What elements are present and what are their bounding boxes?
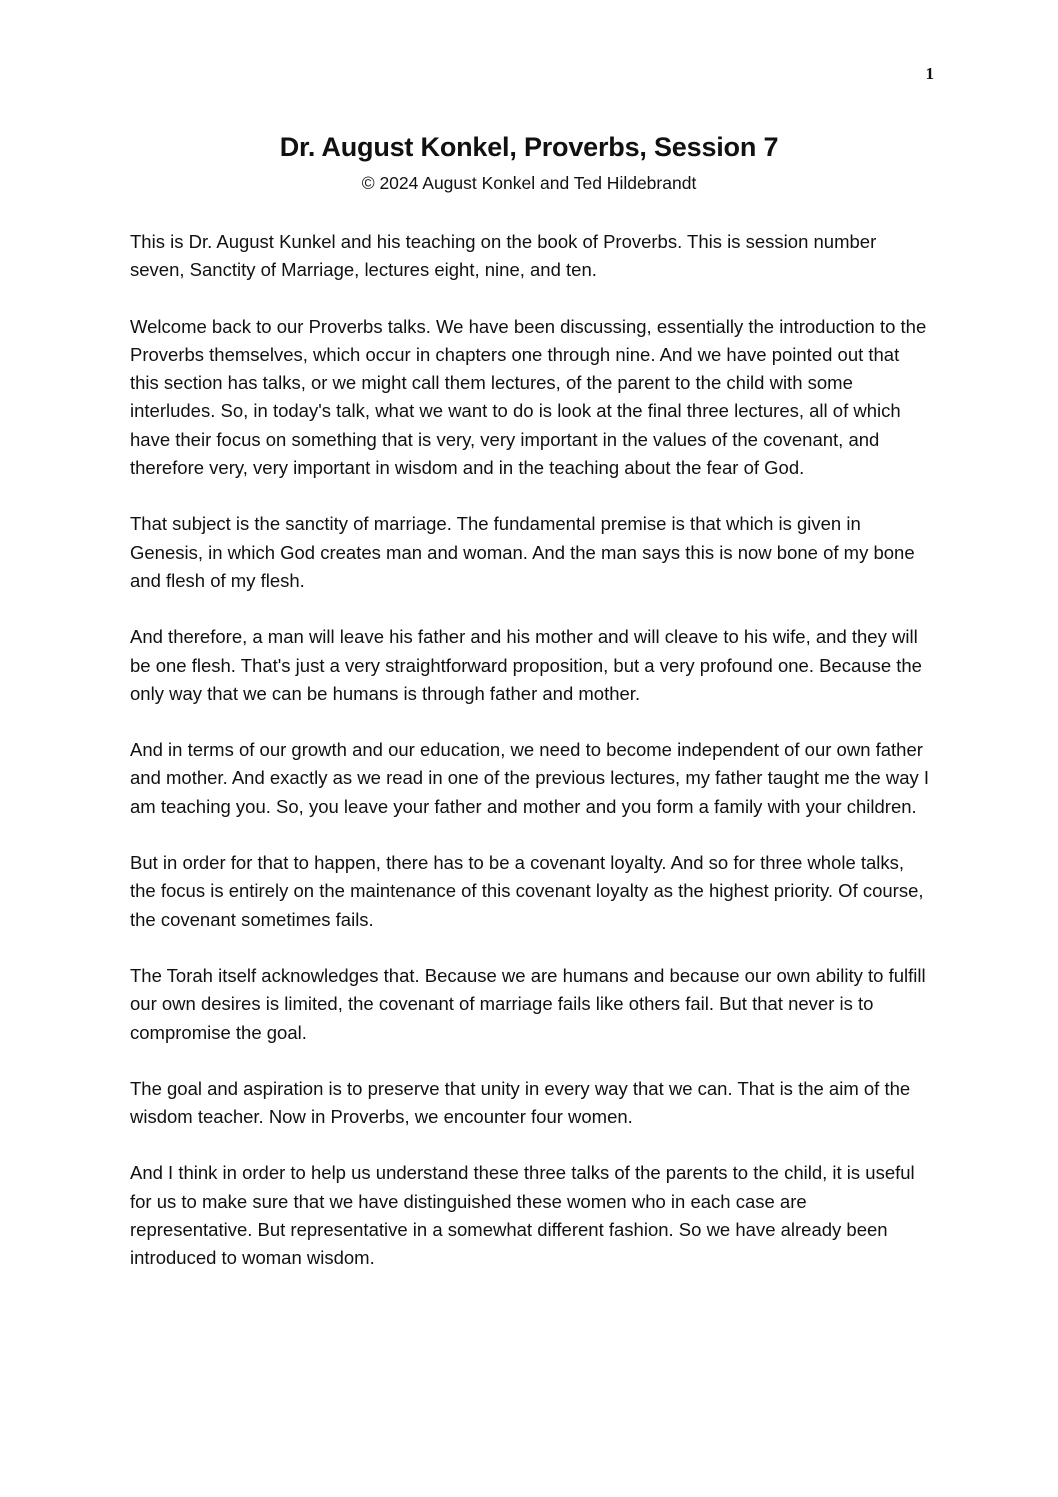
paragraph: That subject is the sanctity of marriage. The fundamental premise is that which is given in Genesis, in which God creates man and woman. And the man says this is now bone of my bone and flesh of my flesh. [130,513,915,591]
paragraph: And I think in order to help us understand these three talks of the parents to the child, it is useful for us to make sure that we have distinguished these women who in each case are representative. But representative in a somewhat different fashion. So we have already been introduced to woman wisdom. [130,1162,915,1269]
page-number: 1 [925,64,934,83]
paragraph: But in order for that to happen, there has to be a covenant loyalty. And so for three whole talks, the focus is entirely on the maintenance of this covenant loyalty as the highest priority. Of course, the covenant sometimes fails. [130,852,924,930]
paragraph: The goal and aspiration is to preserve that unity in every way that we can. That is the aim of the wisdom teacher. Now in Proverbs, we encounter four women. [130,1077,911,1128]
paragraph: And therefore, a man will leave his father and his mother and will cleave to his wife, and they will be one flesh. That's just a very straightforward proposition, but a very profound one. Because the only way that we can be humans is through father and mother. [130,626,922,704]
paragraph: The Torah itself acknowledges that. Because we are humans and because our own ability to fulfill our own desires is limited, the covenant of marriage fails like others fail. But that never is to compromise the goal. [130,964,926,1043]
document-title: Dr. August Konkel, Proverbs, Session 7 [279,132,779,162]
paragraph: This is Dr. August Kunkel and his teaching on the book of Proverbs. This is session number seven, Sanctity of Marriage, lectures eight, nine, and ten. [130,231,877,281]
paragraph: Welcome back to our Proverbs talks. We have been discussing, essentially the introduction to the Proverbs themselves, which occur in chapters one through nine. And we have pointed out that this section has talks, or we might call them lectures, of the parent to the child with some interludes. So, in today's talk, what we want to do is look at the final three lectures, all of which have their focus on something that is very, very important in the values of the covenant, and therefore very, very important in wisdom and in the teaching about the fear of God. [130,315,927,479]
copyright-line: © 2024 August Konkel and Ted Hildebrandt [361,173,697,193]
paragraph: And in terms of our growth and our education, we need to become independent of our own father and mother. And exactly as we read in one of the previous lectures, my father taught me the way I am teaching you. So, you leave your father and mother and you form a family with your children. [130,739,930,817]
document-body [130,228,930,1301]
